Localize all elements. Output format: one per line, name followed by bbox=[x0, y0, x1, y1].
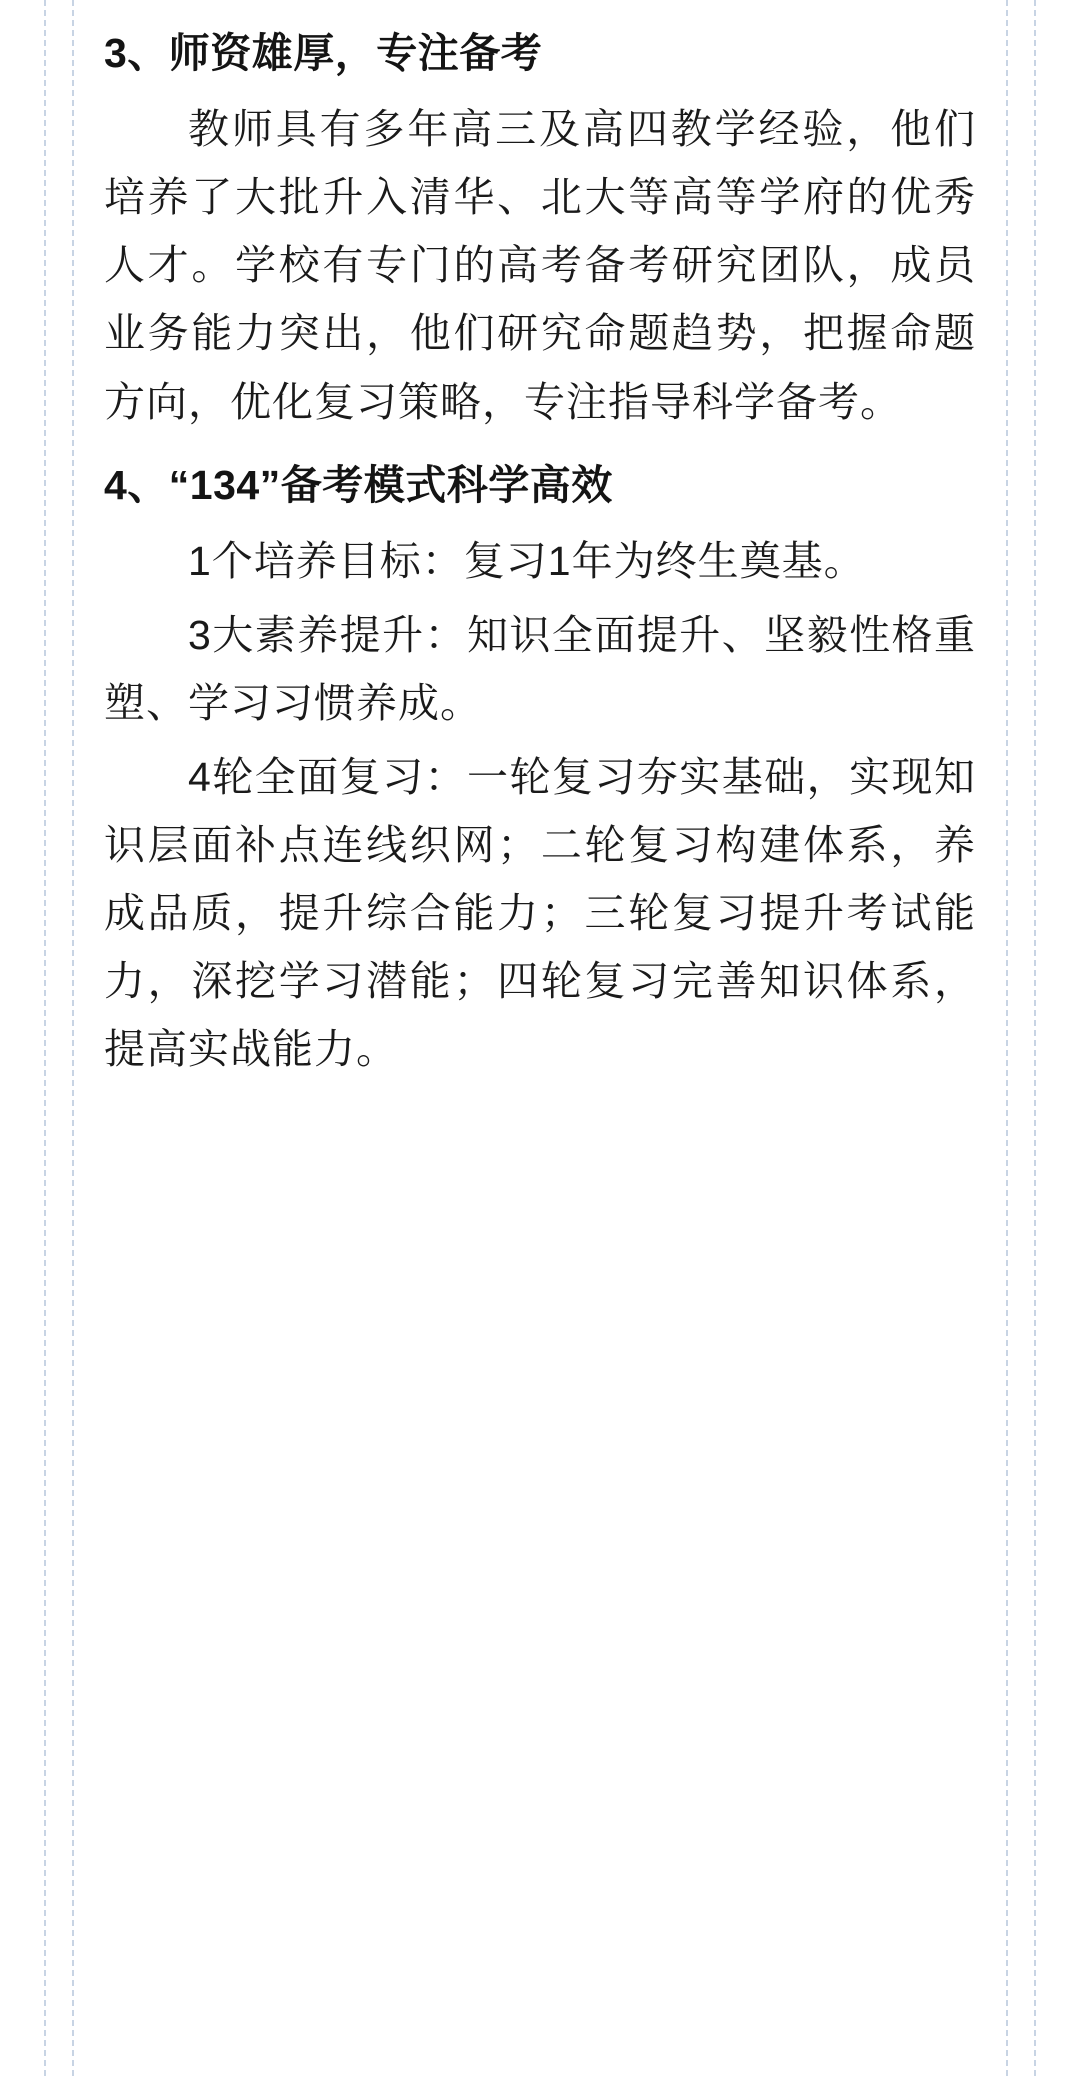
section-4-paragraph-1: 1个培养目标：复习1年为终生奠基。 bbox=[188, 537, 866, 584]
section-3-paragraph-1: 教师具有多年高三及高四教学经验，他们培养了大批升入清华、北大等高等学府的优秀人才。学校有专门的高考备考研究团队，成员业务能力突出，他们研究命题趋势，把握命题方向，优化复习策略，专注指导科学备考。 bbox=[104, 106, 976, 425]
margin-guide-left-outer bbox=[44, 0, 46, 2076]
margin-guide-left-inner bbox=[72, 0, 74, 2076]
section-4-paragraph-2: 3大素养提升：知识全面提升、坚毅性格重塑、学习习惯养成。 bbox=[104, 611, 976, 727]
section-4-paragraph-3: 4轮全面复习：一轮复习夯实基础，实现知识层面补点连线织网；二轮复习构建体系，养成品质，提升综合能力；三轮复习提升考试能力，深挖学习潜能；四轮复习完善知识体系，提高实战能力。 bbox=[104, 754, 976, 1073]
section-heading-4: 4、“134”备考模式科学高效 bbox=[104, 461, 613, 508]
margin-guide-right-inner bbox=[1006, 0, 1008, 2076]
section-heading-3: 3、师资雄厚，专注备考 bbox=[104, 30, 543, 76]
document-content bbox=[104, 0, 976, 2076]
margin-guide-right-outer bbox=[1034, 0, 1036, 2076]
